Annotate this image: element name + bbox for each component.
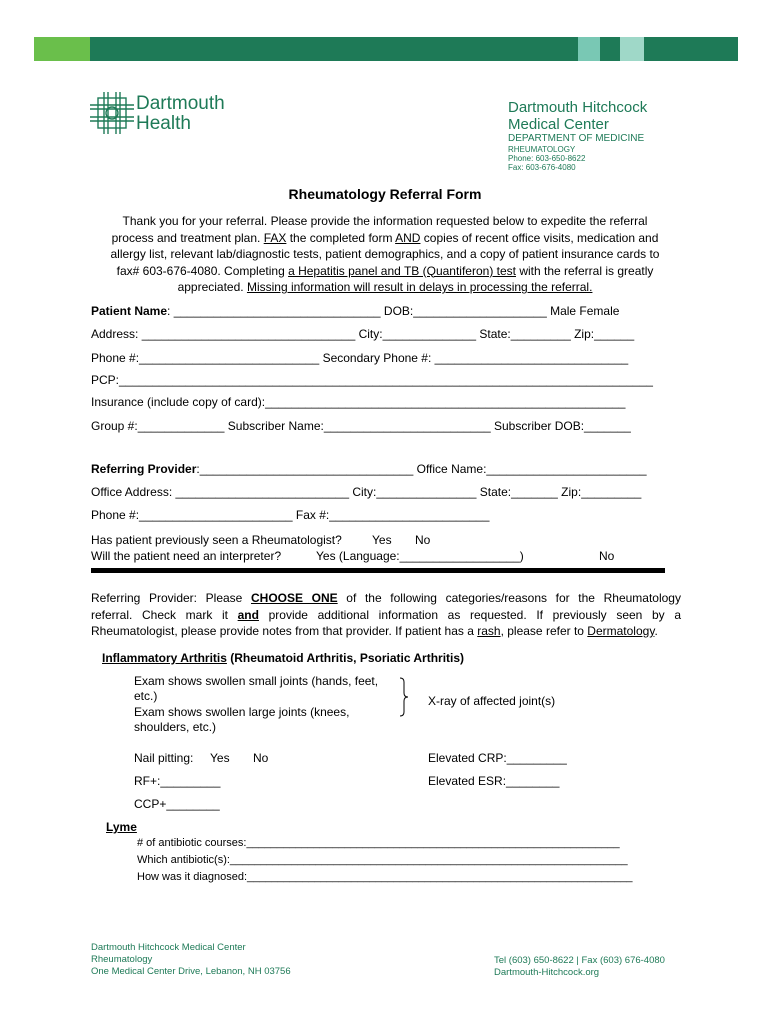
banner-dark-green-block-2 bbox=[600, 37, 620, 61]
patient-address-field[interactable]: Address: ________________________________ City:______________ State:_________ Zip:______ bbox=[91, 327, 635, 341]
elevated-crp-field[interactable]: Elevated CRP:_________ bbox=[428, 751, 567, 765]
logo-wordmark-line1: Dartmouth bbox=[136, 93, 225, 114]
how-diagnosed-field[interactable]: How was it diagnosed:_______________________________________________________________ bbox=[137, 871, 633, 883]
banner-dark-green-block-3 bbox=[644, 37, 738, 61]
intro-line-1: Thank you for your referral. Please provide the information requested below to expedite the referral bbox=[122, 214, 648, 228]
form-title: Rheumatology Referral Form bbox=[288, 186, 482, 202]
pcp-field[interactable]: PCP:________________________________________________________________________________ bbox=[91, 373, 653, 387]
exam-small-joints[interactable]: Exam shows swollen small joints (hands, feet, etc.) bbox=[134, 674, 379, 703]
instructions-line-2: referral. Check mark it and provide additional information as requested. If previously seen by a bbox=[91, 607, 682, 622]
office-address-field[interactable]: Office Address: __________________________ City:_______________ State:_______ Zip:_________ bbox=[91, 485, 642, 499]
nail-pitting-label: Nail pitting: bbox=[134, 751, 194, 765]
section-divider bbox=[91, 568, 665, 573]
q-interpreter: Will the patient need an interpreter? bbox=[91, 549, 282, 563]
intro-paragraph bbox=[90, 213, 680, 296]
patient-phone-field[interactable]: Phone #:___________________________ Secondary Phone #: _____________________________ bbox=[91, 351, 629, 365]
header-fax: Fax: 603-676-4080 bbox=[508, 163, 576, 172]
elevated-esr-field[interactable]: Elevated ESR:________ bbox=[428, 774, 560, 788]
group-subscriber-field[interactable]: Group #:_____________ Subscriber Name:_________________________ Subscriber DOB:_______ bbox=[91, 419, 631, 433]
header-phone: Phone: 603-650-8622 bbox=[508, 154, 586, 163]
right-brace bbox=[398, 677, 410, 717]
q-previous-no[interactable]: No bbox=[415, 533, 431, 547]
footer-website[interactable]: Dartmouth-Hitchcock.org bbox=[494, 967, 600, 978]
intro-line-2: process and treatment plan. FAX the completed form AND copies of recent office visits, medication and bbox=[111, 230, 659, 245]
xray-joints[interactable]: X-ray of affected joint(s) bbox=[428, 694, 556, 708]
instructions-line-3: Rheumatologist, please provide notes from that provider. If patient has a rash, please refer to Dermatology. bbox=[91, 624, 658, 638]
ccp-field[interactable]: CCP+________ bbox=[134, 797, 220, 811]
exam-large-joints[interactable]: Exam shows swollen large joints (knees, shoulders, etc.) bbox=[134, 705, 350, 734]
q-previous-yes[interactable]: Yes bbox=[372, 533, 392, 547]
which-antibiotic-field[interactable]: Which antibiotic(s):_________________________________________________________________ bbox=[137, 854, 628, 866]
banner-teal-block-2 bbox=[620, 37, 644, 61]
lyme-heading: Lyme bbox=[106, 820, 137, 834]
inflammatory-heading: Inflammatory Arthritis (Rheumatoid Arthritis, Psoriatic Arthritis) bbox=[102, 651, 465, 665]
nail-pitting-no[interactable]: No bbox=[253, 751, 269, 765]
intro-line-3: allergy list, relevant lab/diagnostic tests, patient demographics, and a copy of patient insurance cards to bbox=[110, 247, 660, 261]
banner-teal-block bbox=[578, 37, 600, 61]
insurance-field[interactable]: Insurance (include copy of card):______________________________________________________ bbox=[91, 395, 626, 409]
banner-light-green-block bbox=[34, 37, 90, 61]
q-interpreter-no[interactable]: No bbox=[599, 549, 615, 563]
rf-field[interactable]: RF+:_________ bbox=[134, 774, 221, 788]
header-org-line1: Dartmouth Hitchcock bbox=[508, 99, 648, 116]
antibiotic-courses-field[interactable]: # of antibiotic courses:_____________________________________________________________ bbox=[137, 837, 620, 849]
banner-dark-green-block bbox=[90, 37, 578, 61]
header-division: RHEUMATOLOGY bbox=[508, 145, 576, 154]
header-org-line2: Medical Center bbox=[508, 116, 609, 133]
footer-org: Dartmouth Hitchcock Medical Center bbox=[91, 942, 246, 953]
q-previous-rheumatologist: Has patient previously seen a Rheumatologist? bbox=[91, 533, 342, 547]
top-banner bbox=[34, 37, 738, 61]
q-interpreter-yes-language[interactable]: Yes (Language:__________________) bbox=[316, 549, 524, 563]
nail-pitting-yes[interactable]: Yes bbox=[210, 751, 230, 765]
referring-phone-fax-field[interactable]: Phone #:_______________________ Fax #:________________________ bbox=[91, 508, 490, 522]
footer-contact: Tel (603) 650-8622 | Fax (603) 676-4080 bbox=[494, 955, 665, 966]
footer-division: Rheumatology bbox=[91, 954, 153, 965]
patient-name-field[interactable]: Patient Name: _______________________________ DOB:____________________ Male Female bbox=[91, 304, 620, 318]
intro-line-4: fax# 603-676-4080. Completing a Hepatitis panel and TB (Quantiferon) test with the referral is greatly bbox=[116, 263, 654, 278]
dartmouth-lattice-icon bbox=[90, 92, 134, 134]
logo bbox=[90, 92, 240, 136]
logo-wordmark-line2: Health bbox=[136, 113, 191, 134]
intro-line-5: appreciated. Missing information will result in delays in processing the referral. bbox=[177, 280, 593, 294]
instructions-line-1: Referring Provider: Please CHOOSE ONE of the following categories/reasons for the Rheumatology bbox=[91, 591, 681, 605]
instructions-paragraph bbox=[91, 590, 681, 640]
referring-provider-field[interactable]: Referring Provider:________________________________ Office Name:________________________ bbox=[91, 462, 647, 476]
footer-address: One Medical Center Drive, Lebanon, NH 03756 bbox=[91, 966, 291, 977]
header-department: DEPARTMENT OF MEDICINE bbox=[508, 133, 645, 144]
